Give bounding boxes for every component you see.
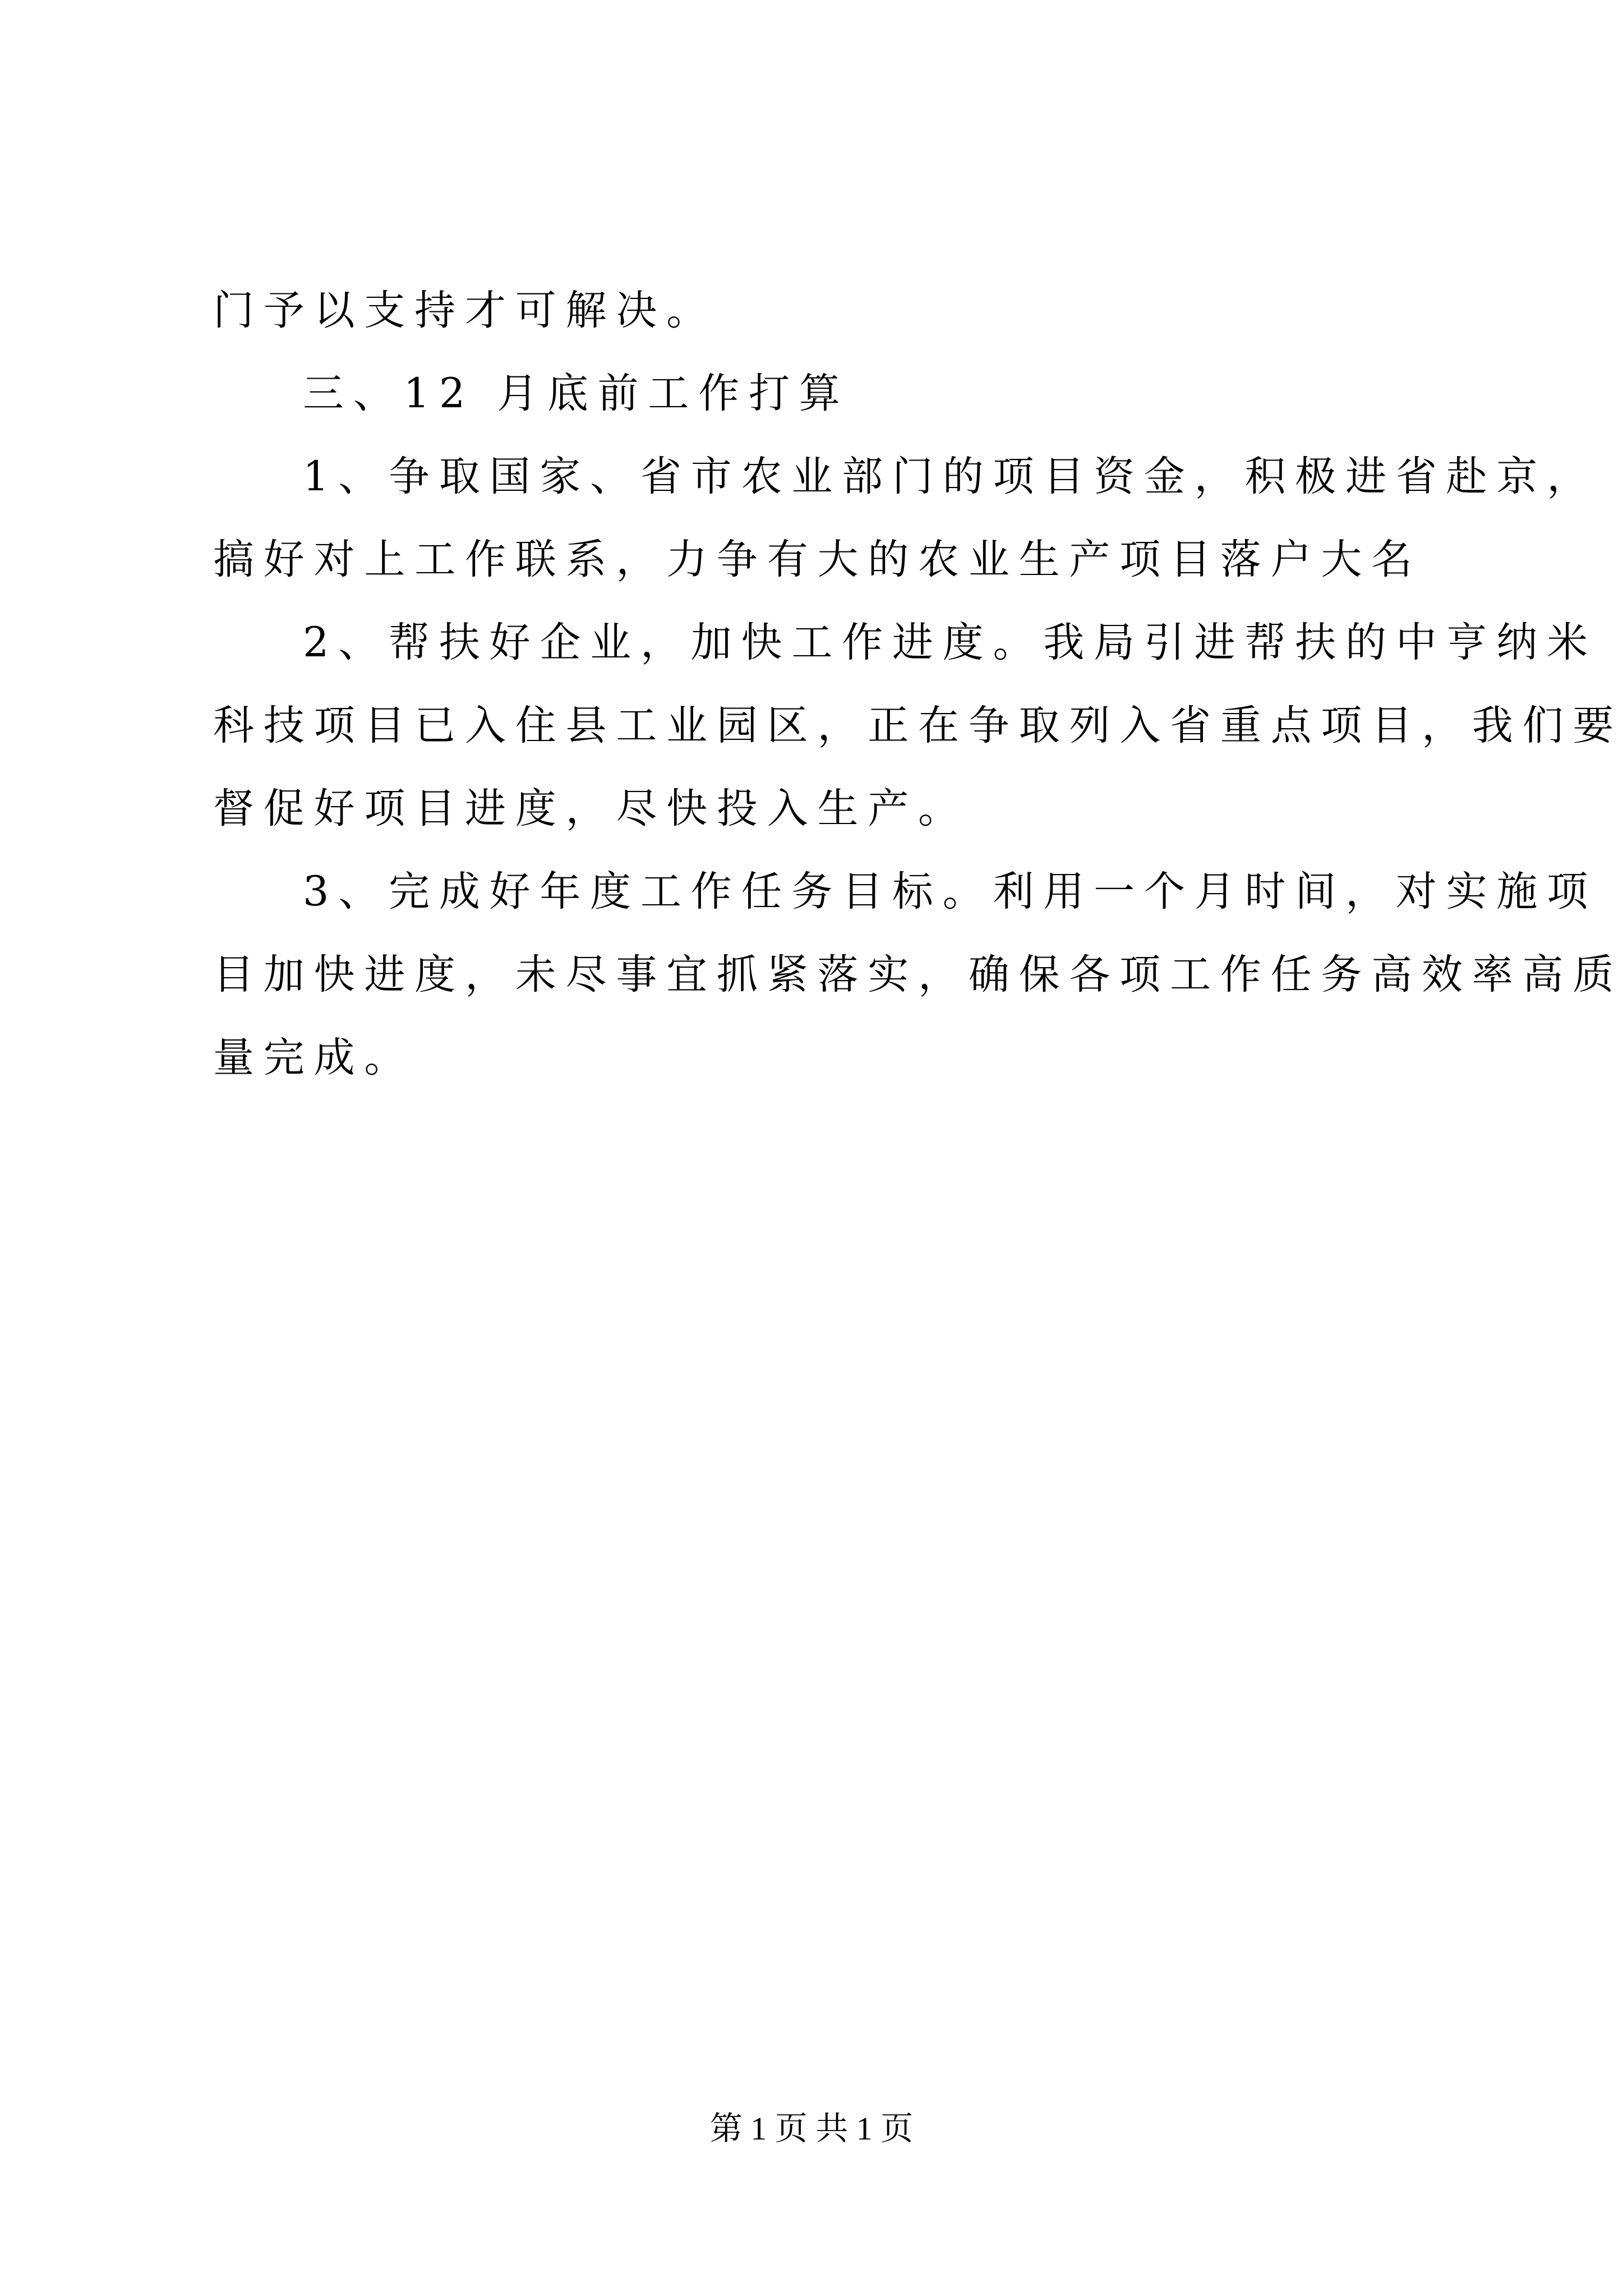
item-2-line-2: 科技项目已入住县工业园区，正在争取列入省重点项目，我们要 <box>213 702 1623 749</box>
item-3-line-2: 目加快进度，未尽事宜抓紧落实，确保各项工作任务高效率高质 <box>213 951 1623 999</box>
item-3-line-1: 3、完成好年度工作任务目标。利用一个月时间，对实施项 <box>303 868 1597 915</box>
item-2-line-1: 2、帮扶好企业，加快工作进度。我局引进帮扶的中亨纳米 <box>303 619 1597 666</box>
section-heading: 三、12 月底前工作打算 <box>303 370 850 417</box>
item-1-line-1: 1、争取国家、省市农业部门的项目资金，积极进省赴京， <box>303 453 1597 500</box>
page-footer: 第 1 页 共 1 页 <box>709 2110 914 2147</box>
item-1-line-2: 搞好对上工作联系，力争有大的农业生产项目落户大名 <box>213 536 1422 583</box>
item-3-line-3: 量完成。 <box>213 1034 415 1082</box>
document-body <box>213 269 1623 1099</box>
paragraph-continuation-line: 门予以支持才可解决。 <box>213 287 717 334</box>
item-2-line-3: 督促好项目进度，尽快投入生产。 <box>213 785 969 832</box>
